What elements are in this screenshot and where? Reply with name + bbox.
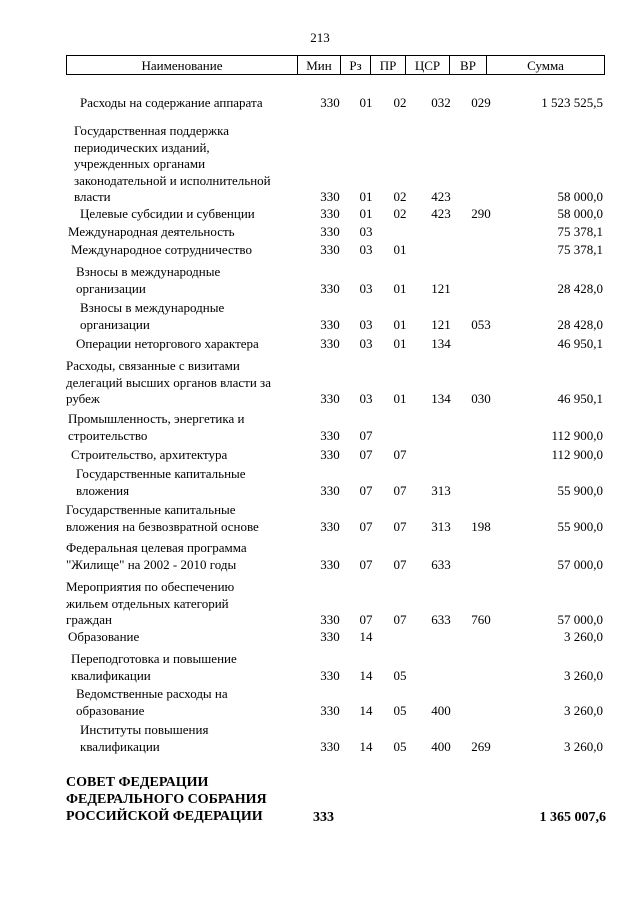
row-min: 330 [320, 738, 340, 754]
table-row [0, 540, 640, 573]
row-sum: 3 260,0 [564, 667, 603, 683]
row-name: Государственная поддержка периодических изданий, учрежденных органами законодательной и исполнительной власти [74, 123, 271, 204]
row-sum: 3 260,0 [564, 738, 603, 754]
row-csr: 400 [431, 702, 451, 718]
row-name: Международное сотрудничество [71, 242, 252, 257]
row-pr: 07 [393, 518, 407, 534]
table-row [0, 651, 640, 684]
row-vr: 053 [471, 316, 491, 332]
row-rz: 14 [359, 667, 373, 683]
row-rz: 07 [359, 612, 373, 627]
row-name: Государственные капитальные вложения [76, 466, 246, 498]
row-sum: 58 000,0 [557, 189, 603, 204]
row-csr: 134 [431, 336, 451, 351]
row-vr: 269 [471, 738, 491, 754]
row-rz: 07 [359, 447, 373, 462]
row-sum: 57 000,0 [557, 612, 603, 627]
row-min: 330 [320, 280, 340, 296]
table-row [0, 300, 640, 333]
table-row [0, 242, 640, 259]
row-name: Мероприятия по обеспечению жильем отдельных категорий граждан [66, 579, 235, 627]
row-rz: 03 [359, 224, 373, 239]
row-rz: 14 [359, 629, 373, 644]
row-pr: 01 [393, 280, 407, 296]
row-sum: 58 000,0 [557, 206, 603, 221]
row-csr: 423 [431, 206, 451, 221]
row-pr: 01 [393, 242, 407, 257]
row-min: 330 [320, 612, 340, 627]
row-name: Операции неторгового характера [76, 336, 259, 351]
row-pr: 07 [393, 447, 407, 462]
table-row [0, 336, 640, 353]
row-name: Расходы на содержание аппарата [80, 95, 263, 110]
table-row [0, 206, 640, 223]
column-header-name: Наименование [141, 58, 223, 73]
row-name: Взносы в международные организации [80, 300, 225, 332]
row-sum: 112 900,0 [551, 427, 603, 443]
row-name: Образование [68, 629, 140, 644]
row-rz: 03 [359, 316, 373, 332]
row-pr: 02 [393, 95, 407, 110]
row-pr: 05 [393, 667, 407, 683]
row-min: 330 [320, 242, 340, 257]
row-csr: 121 [431, 316, 451, 332]
row-min: 330 [320, 224, 340, 239]
row-csr: 134 [431, 391, 451, 406]
column-header-rz: Рз [340, 56, 370, 74]
row-vr: 029 [471, 95, 491, 110]
row-min: 330 [320, 206, 340, 221]
footer-total [66, 774, 606, 825]
row-pr: 01 [393, 316, 407, 332]
row-name: Ведомственные расходы на образование [76, 686, 228, 718]
row-name: Взносы в международные организации [76, 264, 221, 296]
row-csr: 032 [431, 95, 451, 110]
row-sum: 75 378,1 [557, 224, 603, 239]
table-row [0, 358, 640, 408]
row-min: 330 [320, 667, 340, 683]
row-min: 330 [320, 391, 340, 406]
table-row [0, 466, 640, 499]
table-row [0, 502, 640, 535]
row-sum: 112 900,0 [551, 447, 603, 462]
row-min: 330 [320, 336, 340, 351]
row-min: 330 [320, 629, 340, 644]
row-pr: 07 [393, 482, 407, 498]
row-min: 330 [320, 427, 340, 443]
row-name: Целевые субсидии и субвенции [80, 206, 255, 221]
row-min: 330 [320, 702, 340, 718]
row-sum: 55 900,0 [557, 518, 603, 534]
table-row [0, 224, 640, 241]
row-name: Промышленность, энергетика и строительство [68, 411, 245, 443]
row-rz: 07 [359, 427, 373, 443]
row-sum: 46 950,1 [557, 336, 603, 351]
row-vr: 198 [471, 518, 491, 534]
row-rz: 07 [359, 518, 373, 534]
row-name: Институты повышения квалификации [80, 722, 209, 754]
row-rz: 03 [359, 391, 373, 406]
column-header-csr: ЦСР [405, 56, 449, 74]
row-rz: 07 [359, 556, 373, 572]
row-rz: 03 [359, 280, 373, 296]
row-vr: 030 [471, 391, 491, 406]
row-min: 330 [320, 556, 340, 572]
footer-min-code: 333 [313, 810, 334, 825]
row-name: Переподготовка и повышение квалификации [71, 651, 237, 683]
row-rz: 01 [359, 189, 373, 204]
row-sum: 46 950,1 [557, 391, 603, 406]
row-rz: 07 [359, 482, 373, 498]
row-csr: 121 [431, 280, 451, 296]
row-min: 330 [320, 189, 340, 204]
row-min: 330 [320, 518, 340, 534]
row-min: 330 [320, 447, 340, 462]
row-pr: 01 [393, 391, 407, 406]
row-sum: 28 428,0 [557, 280, 603, 296]
table-row [0, 579, 640, 629]
row-rz: 01 [359, 95, 373, 110]
row-pr: 02 [393, 189, 407, 204]
row-sum: 3 260,0 [564, 629, 603, 644]
row-pr: 02 [393, 206, 407, 221]
row-csr: 423 [431, 189, 451, 204]
row-pr: 07 [393, 612, 407, 627]
row-pr: 05 [393, 738, 407, 754]
row-pr: 01 [393, 336, 407, 351]
row-csr: 313 [431, 482, 451, 498]
table-row [0, 264, 640, 297]
row-pr: 07 [393, 556, 407, 572]
row-sum: 3 260,0 [564, 702, 603, 718]
row-name: Строительство, архитектура [71, 447, 228, 462]
row-sum: 55 900,0 [557, 482, 603, 498]
row-sum: 75 378,1 [557, 242, 603, 257]
table-row [0, 686, 640, 719]
row-rz: 03 [359, 336, 373, 351]
row-name: Расходы, связанные с визитами делегаций высших органов власти за рубеж [66, 358, 271, 406]
column-header-min: Мин [297, 56, 340, 74]
row-csr: 633 [431, 612, 451, 627]
column-header-pr: ПР [370, 56, 405, 74]
row-rz: 14 [359, 738, 373, 754]
row-sum: 57 000,0 [557, 556, 603, 572]
footer-sum: 1 365 007,6 [539, 810, 606, 825]
table-row [0, 447, 640, 464]
table-row [0, 95, 640, 112]
row-rz: 14 [359, 702, 373, 718]
row-pr: 05 [393, 702, 407, 718]
table-row [0, 629, 640, 646]
column-header-sum: Сумма [486, 56, 604, 74]
row-min: 330 [320, 95, 340, 110]
row-name: Федеральная целевая программа "Жилище" на 2002 - 2010 годы [66, 540, 247, 572]
row-vr: 290 [471, 206, 491, 221]
page-number: 213 [310, 30, 330, 45]
row-min: 330 [320, 316, 340, 332]
row-rz: 01 [359, 206, 373, 221]
table-row [0, 123, 640, 206]
column-header-vr: ВР [449, 56, 486, 74]
row-csr: 313 [431, 518, 451, 534]
footer-organization-title: СОВЕТ ФЕДЕРАЦИИ ФЕДЕРАЛЬНОГО СОБРАНИЯ РОССИЙСКОЙ ФЕДЕРАЦИИ [66, 775, 267, 824]
table-row [0, 722, 640, 755]
row-csr: 633 [431, 556, 451, 572]
row-sum: 28 428,0 [557, 316, 603, 332]
row-rz: 03 [359, 242, 373, 257]
table-row [0, 411, 640, 444]
row-sum: 1 523 525,5 [541, 95, 603, 110]
row-name: Международная деятельность [68, 224, 235, 239]
row-min: 330 [320, 482, 340, 498]
row-vr: 760 [471, 612, 491, 627]
row-csr: 400 [431, 738, 451, 754]
row-name: Государственные капитальные вложения на безвозвратной основе [66, 502, 259, 534]
